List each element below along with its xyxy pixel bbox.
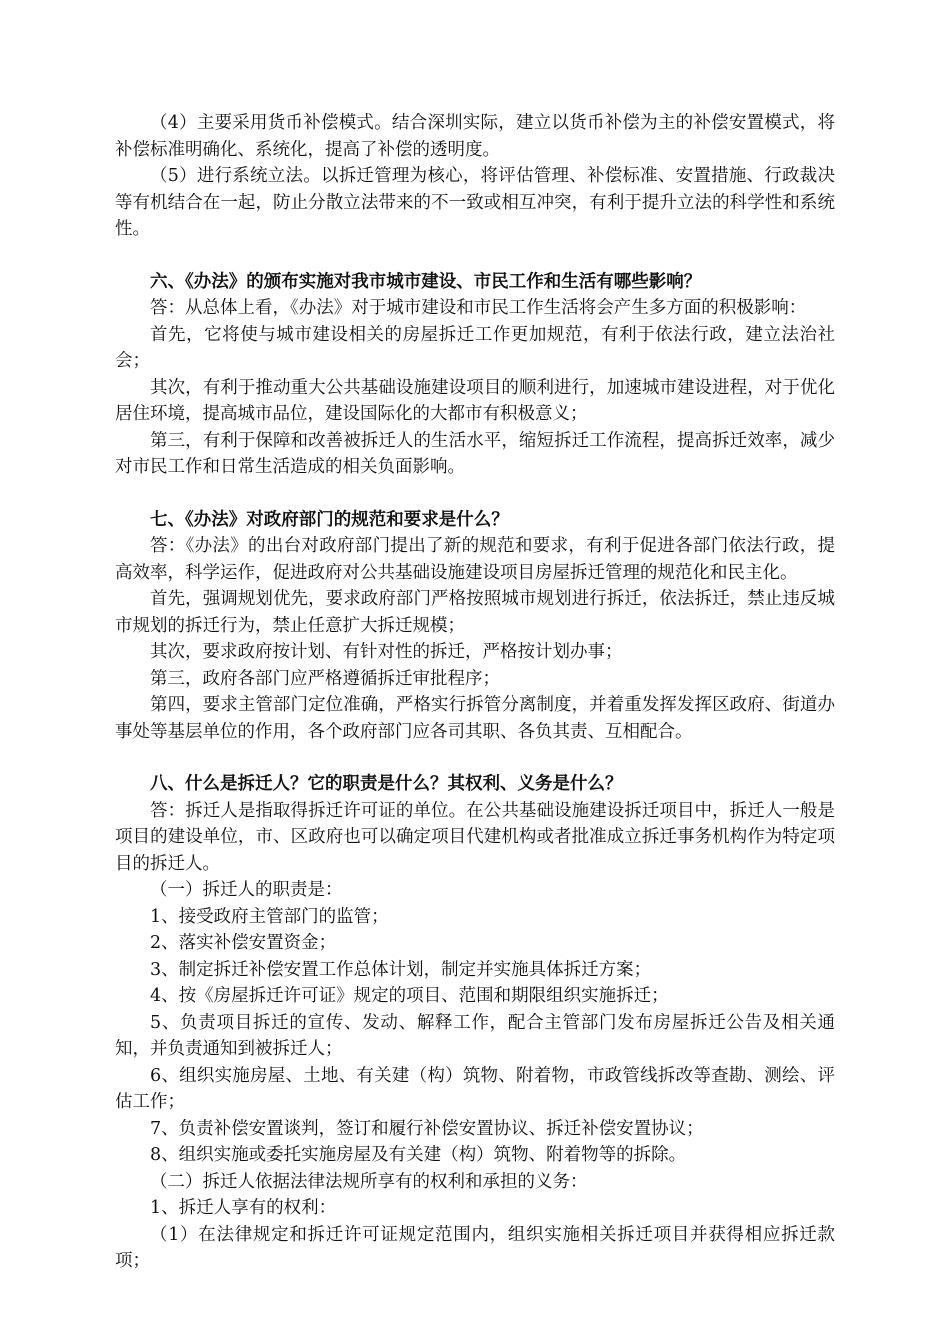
duties-title: （一）拆迁人的职责是：	[150, 880, 343, 900]
paragraph: 答：从总体上看，《办法》对于城市建设和市民工作生活将会产生多方面的积极影响：	[150, 298, 807, 318]
list-item: （1）在法律规定和拆迁许可证规定范围内，组织实施相关拆迁项目并获得相应拆迁款项；	[115, 1224, 835, 1271]
list-item: 8、组织实施或委托实施房屋及有关建（构）筑物、附着物等的拆除。	[150, 1145, 687, 1165]
paragraph: 其次，有利于推动重大公共基础设施建设项目的顺利进行，加速城市建设进程，对于优化居住环境，提高城市品位，建设国际化的大都市有积极意义；	[115, 377, 835, 424]
document-page	[115, 110, 835, 1275]
paragraph: 其次，要求政府按计划、有针对性的拆迁，严格按计划办事；	[150, 642, 623, 662]
paragraph: 答：拆迁人是指取得拆迁许可证的单位。在公共基础设施建设拆迁项目中，拆迁人一般是项目的建设单位，市、区政府也可以确定项目代建机构或者批准成立拆迁事务机构作为特定项目的拆迁人。	[115, 800, 835, 874]
paragraph: （5）进行系统立法。以拆迁管理为核心，将评估管理、补偿标准、安置措施、行政裁决等有机结合在一起，防止分散立法带来的不一致或相互冲突，有利于提升立法的科学性和系统性。	[115, 166, 835, 239]
list-item: 1、接受政府主管部门的监管；	[150, 906, 389, 927]
list-item: 5、负责项目拆迁的宣传、发动、解释工作，配合主管部门发布房屋拆迁公告及相关通知，并负责通知到被拆迁人；	[115, 1012, 835, 1059]
list-item: 4、按《房屋拆迁许可证》规定的项目、范围和期限组织实施拆迁；	[150, 986, 669, 1006]
rights-subtitle: 1、拆迁人享有的权利：	[150, 1198, 337, 1218]
paragraph: （4）主要采用货币补偿模式。结合深圳实际，建立以货币补偿为主的补偿安置模式，将补偿标准明确化、系统化，提高了补偿的透明度。	[115, 113, 835, 160]
paragraph: 答：《办法》的出台对政府部门提出了新的规范和要求，有利于促进各部门依法行政，提高效率，科学运作，促进政府对公共基础设施建设项目房屋拆迁管理的规范化和民主化。	[115, 536, 835, 583]
section-heading-8: 八、什么是拆迁人？它的职责是什么？其权利、义务是什么？	[150, 774, 623, 794]
list-item: 2、落实补偿安置资金；	[150, 933, 337, 953]
paragraph: 第四，要求主管部门定位准确，严格实行拆管分离制度，并着重发挥发挥区政府、街道办事处等基层单位的作用，各个政府部门应各司其职、各负其责、互相配合。	[115, 695, 835, 742]
paragraph: 首先，强调规划优先，要求政府部门严格按照城市规划进行拆迁，依法拆迁，禁止违反城市规划的拆迁行为，禁止任意扩大拆迁规模；	[115, 589, 835, 636]
paragraph: 首先，它将使与城市建设相关的房屋拆迁工作更加规范，有利于依法行政，建立法治社会；	[115, 324, 835, 371]
rights-title: （二）拆迁人依据法律法规所享有的权利和承担的义务：	[150, 1171, 588, 1192]
paragraph: 第三，有利于保障和改善被拆迁人的生活水平，缩短拆迁工作流程，提高拆迁效率，减少对市民工作和日常生活造成的相关负面影响。	[115, 430, 835, 477]
paragraph: 第三，政府各部门应严格遵循拆迁审批程序；	[150, 668, 500, 689]
section-heading-7: 七、《办法》对政府部门的规范和要求是什么？	[150, 509, 509, 530]
list-item: 6、组织实施房屋、土地、有关建（构）筑物、附着物，市政管线拆改等查勘、测绘、评估工作；	[115, 1065, 835, 1112]
section-heading-6: 六、《办法》的颁布实施对我市城市建设、市民工作和生活有哪些影响？	[150, 271, 702, 292]
list-item: 3、制定拆迁补偿安置工作总体计划，制定并实施具体拆迁方案；	[150, 959, 652, 980]
list-item: 7、负责补偿安置谈判，签订和履行补偿安置协议、拆迁补偿安置协议；	[150, 1118, 704, 1139]
